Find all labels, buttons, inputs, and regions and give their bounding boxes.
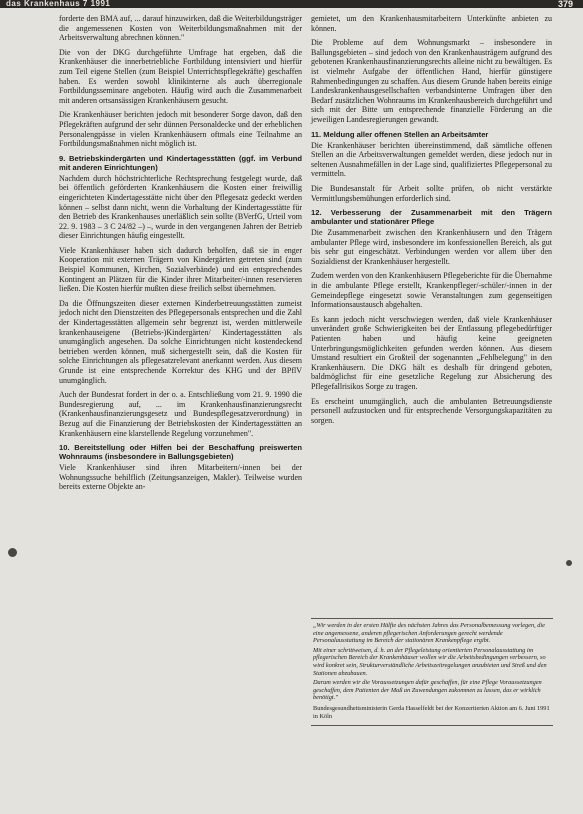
paragraph: Es kann jedoch nicht verschwiegen werden, daß viele Krankenhäuser unverändert große Schwierigkeiten bei der Entlassung pflegebedürftiger Patienten haben und häufig keine geeigneten Unterbringungsmöglichkeiten gefunden werden können. Aus diesem Umstand resultiert ein Großteil der sogenannten „Fehlbelegung" in den Krankenhäusern. Die DKG hält es deshalb für dringend geboten, baldmöglichst für eine gesetzliche Regelung zur Absicherung des Pflegefallrisikos Sorge zu tragen. bbox=[311, 314, 552, 391]
section-heading-12: 12. Verbesserung der Zusammenarbeit mit den Trägern ambulanter und stationärer Pflege bbox=[311, 208, 552, 227]
paragraph: Es erscheint unumgänglich, auch die ambulanten Betreuungsdienste personell aufzustocken und für entsprechende Versorgungskapazitäten zu sorgen. bbox=[311, 396, 552, 425]
paragraph: Die von der DKG durchgeführte Umfrage hat ergeben, daß die Krankenhäuser die innerbetriebliche Fortbildung intensiviert und hierfür zum Teil eigene Stellen (zum Beispiel Unterrichtspflegekräfte) geschaffen haben. Es werden sowohl klinikinterne als auch überregionale Fortbildungsseminare angeboten. Häufig wird auch die Zusammenarbeit mit anderen ortsansässigen Krankenhäusern gesucht. bbox=[59, 47, 302, 105]
paragraph: Die Krankenhäuser berichten übereinstimmend, daß sämtliche offenen Stellen an die Arbeitsverwaltungen gemeldet werden, diese jedoch nur in seltenen Ausnahmefällen in der Lage sind, qualifiziertes Pflegepersonal zu vermitteln. bbox=[311, 140, 552, 179]
quote-box bbox=[311, 618, 553, 726]
journal-title: das Krankenhaus 7 1991 bbox=[6, 0, 111, 8]
paragraph: Die Zusammenarbeit zwischen den Krankenhäusern und den Trägern ambulanter Pflege wird, insbesondere im konfessionellen Bereich, als gut bis sehr gut eingeschätzt. Verbindungen werden vor allem über den Sozialdienst der Krankenhäuser hergestellt. bbox=[311, 228, 552, 266]
section-heading-10: 10. Bereitstellung oder Hilfen bei der Beschaffung preiswerten Wohnraums (insbesondere in Ballungsgebieten) bbox=[59, 443, 302, 462]
paragraph: Nachdem durch höchstrichterliche Rechtsprechung festgelegt wurde, daß bei öffentlich geförderten Krankenhäusern die Kosten einer freiwillig eingerichteten Kindertagesstätte nicht über den Pflegesatz gedeckt werden können – selbst dann nicht, wenn die Vorhaltung der Kindertagesstätte für den Betrieb des Krankenhauses unerläßlich sein sollte (BVerfG, Urteil vom 22. 9. 1983 – 3 C 24/82 –) –, wurde in den vergangenen Jahren der Betrieb dieser Einrichtungen häufig eingestellt. bbox=[59, 173, 302, 241]
paragraph: Viele Krankenhäuser sind ihren Mitarbeitern/-innen bei der Wohnungssuche behilflich (Zeitungsanzeigen, Makler). Teilweise wurden bereits externe Objekte an- bbox=[59, 463, 302, 492]
paragraph: gemietet, um den Krankenhausmitarbeitern Unterkünfte anbieten zu können. bbox=[311, 14, 552, 33]
left-column bbox=[59, 14, 302, 497]
paragraph: Die Krankenhäuser berichten jedoch mit besonderer Sorge davon, daß den Pflegekräften aufgrund der sehr dünnen Personaldecke und der erheblichen Personalengpässe in vielen Krankenhäusern oftmals eine Teilnahme an Fortbildungsmaßnahmen nicht möglich ist. bbox=[59, 110, 302, 149]
quote-paragraph: „Wir werden in der ersten Hälfte des nächsten Jahres das Personalbemessung vorlegen, die eine angemessene, anderen pflegerischen Anforderungen gerecht werdende Personalausstattung im Bereich der stationären Krankenpflege ergibt. bbox=[313, 622, 545, 645]
right-column bbox=[311, 14, 552, 430]
paragraph: forderte den BMA auf, ... darauf hinzuwirken, daß die Weiterbildungsträger die angemessenen Kosten von Weiterbildungsmaßnahmen mit der Arbeitsverwaltung abrechnen können." bbox=[59, 14, 302, 43]
header-bar bbox=[0, 0, 583, 8]
scan-smudge-mark bbox=[8, 548, 17, 557]
paragraph: Viele Krankenhäuser haben sich dadurch beholfen, daß sie in enger Kooperation mit externen Trägern von Kindergärten getreten sind (zum Beispiel Kommunen, Kirchen, Sozialverbände) und ein entsprechendes Kontingent an Plätzen für die Kinder ihrer Mitarbeiter/-innen reservieren ließen. Die Kosten hierfür mußten diese freilich selbst übernehmen. bbox=[59, 245, 302, 294]
paragraph: Da die Öffnungszeiten dieser externen Kinderbetreuungsstätten zumeist jedoch nicht den Dienstzeiten des Pflegepersonals entsprechen und die Zahl der Kindertagesstätten allgemein sehr begrenzt ist, werden mittlerweile krankenhauseigene (Betriebs-)Kindergärten/ Kindertagesstätten als unumgänglich angesehen. Da solche Einrichtungen nicht kostendeckend betrieben werden können, muß sichergestellt sein, daß die Kosten für solche Einrichtungen als pflegesatzrelevant anerkannt werden. Aus diesem Grunde ist eine entsprechende Korrektur des KHG und der BPflV unumgänglich. bbox=[59, 298, 302, 385]
quote-signature: Bundesgesundheitsministerin Gerda Hasselfeldt bei der Konzertierten Aktion am 6. Juni 1991 in Köln bbox=[313, 704, 550, 720]
page-number: 379 bbox=[557, 0, 573, 9]
quote-paragraph: Darum werden wir die Voraussetzungen dafür geschaffen, für eine Pflege Voraussetzungen geschaffen, dem Patienten der Maß an Zuwendungen zukommen zu lassen, das er wirklich benötigt." bbox=[313, 679, 542, 702]
quote-paragraph: Mit einer schrittweisen, d. h. an der Pflegeleistung orientierten Personalausstattung im pflegerischen Bereich der Krankenhäuser wollen wir die Arbeitsbedingungen verbessern, so wird konkret sein, Strukturverständliche Arbeitszeitregelungen anzubieten und Streß und den Stationen abzubauen. bbox=[313, 646, 547, 677]
section-heading-11: 11. Meldung aller offenen Stellen an Arbeitsämter bbox=[311, 129, 489, 139]
scan-smudge-mark bbox=[566, 560, 572, 566]
paragraph: Auch der Bundesrat fordert in der o. a. Entschließung vom 21. 9. 1990 die Bundesregierung auf, ... im Krankenhausfinanzierungsrecht (Krankenhausfinanzierungsgesetz und Bundespflegesatzverordnung) in Bezug auf die Finanzierung der Betriebskosten der Kindertagesstätten an Krankenhäusern eine klarstellende Regelung vorzunehmen". bbox=[59, 390, 302, 438]
paragraph: Zudem werden von den Krankenhäusern Pflegeberichte für die Übernahme in die ambulante Pflege erstellt, Krankenpfleger/-schüler/-innen in der Gemeindepflege eingesetzt sowie Veranstaltungen zum gegenseitigen Informationsaustausch abgehalten. bbox=[311, 271, 552, 310]
paragraph: Die Probleme auf dem Wohnungsmarkt – insbesondere in Ballungsgebieten – sind jedoch von den Krankenhausträgern aufgrund des gebotenen Krankenhausfinanzierungsrechts alleine nicht zu bewältigen. Es ist vielmehr Aufgabe der öffentlichen Hand, hierfür günstigere Rahmenbedingungen zu schaffen. Aus diesem Grunde haben bereits einige Landeskrankenhausgesellschaften verbandsinterne Umfragen über den Bedarf zusätzlichen Wohnraums im Krankenhausbereich durchgeführt und sich mit der Bitte um entsprechende finanzielle Förderung an die jeweiligen Landesregierungen gewandt. bbox=[311, 38, 552, 124]
paragraph: Die Bundesanstalt für Arbeit sollte prüfen, ob nicht verstärkte Vermittlungsbemühungen erforderlich sind. bbox=[311, 183, 552, 203]
section-heading-9: 9. Betriebskindergärten und Kindertagesstätten (ggf. im Verbund mit anderen Einrichtungen) bbox=[59, 153, 302, 172]
